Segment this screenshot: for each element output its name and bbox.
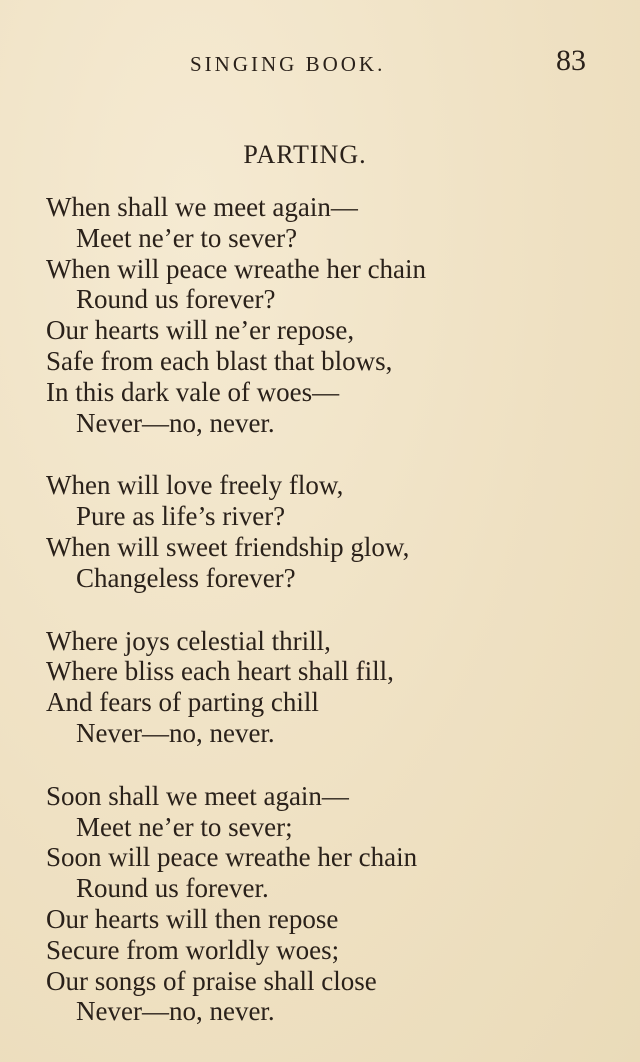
running-head: SINGING BOOK. — [190, 52, 386, 76]
verse-line: Soon will peace wreathe her chain — [46, 842, 418, 873]
stanza-4 — [46, 781, 606, 1027]
verse-line: Soon shall we meet again— — [46, 780, 349, 811]
stanza-1 — [46, 192, 606, 438]
verse-line: Never—no, never. — [76, 407, 275, 438]
verse-line: Meet ne’er to sever; — [76, 811, 293, 842]
verse-line: Never—no, never. — [76, 996, 275, 1027]
verse-line: Never—no, never. — [76, 717, 275, 748]
verse-line: Our songs of praise shall close — [46, 965, 377, 996]
verse-line: Changeless forever? — [76, 562, 296, 593]
verse-line: Round us forever. — [76, 873, 269, 904]
verse-line: Pure as life’s river? — [76, 501, 286, 532]
verse-line: Our hearts will ne’er repose, — [46, 315, 355, 346]
verse-line: When will peace wreathe her chain — [46, 253, 427, 284]
verse-line: When shall we meet again— — [46, 192, 358, 222]
verse-line: Our hearts will then repose — [46, 903, 339, 934]
page-number: 83 — [556, 44, 586, 77]
verse-line: When will sweet friendship glow, — [46, 531, 410, 562]
verse-line: Secure from worldly woes; — [46, 934, 340, 965]
stanza-3 — [46, 626, 606, 749]
stanza-2 — [46, 470, 606, 593]
verse-line: In this dark vale of woes— — [46, 376, 340, 407]
hymn-title: PARTING. — [243, 140, 367, 169]
verse-line: Safe from each blast that blows, — [46, 345, 393, 376]
verse-line: Round us forever? — [76, 284, 276, 315]
verse-line: Meet ne’er to sever? — [76, 222, 298, 253]
poem-body — [46, 192, 606, 1059]
verse-line: When will love freely flow, — [46, 470, 344, 501]
verse-line: And fears of parting chill — [46, 687, 319, 718]
verse-line: Where bliss each heart shall fill, — [46, 656, 394, 687]
verse-line: Where joys celestial thrill, — [46, 625, 331, 656]
